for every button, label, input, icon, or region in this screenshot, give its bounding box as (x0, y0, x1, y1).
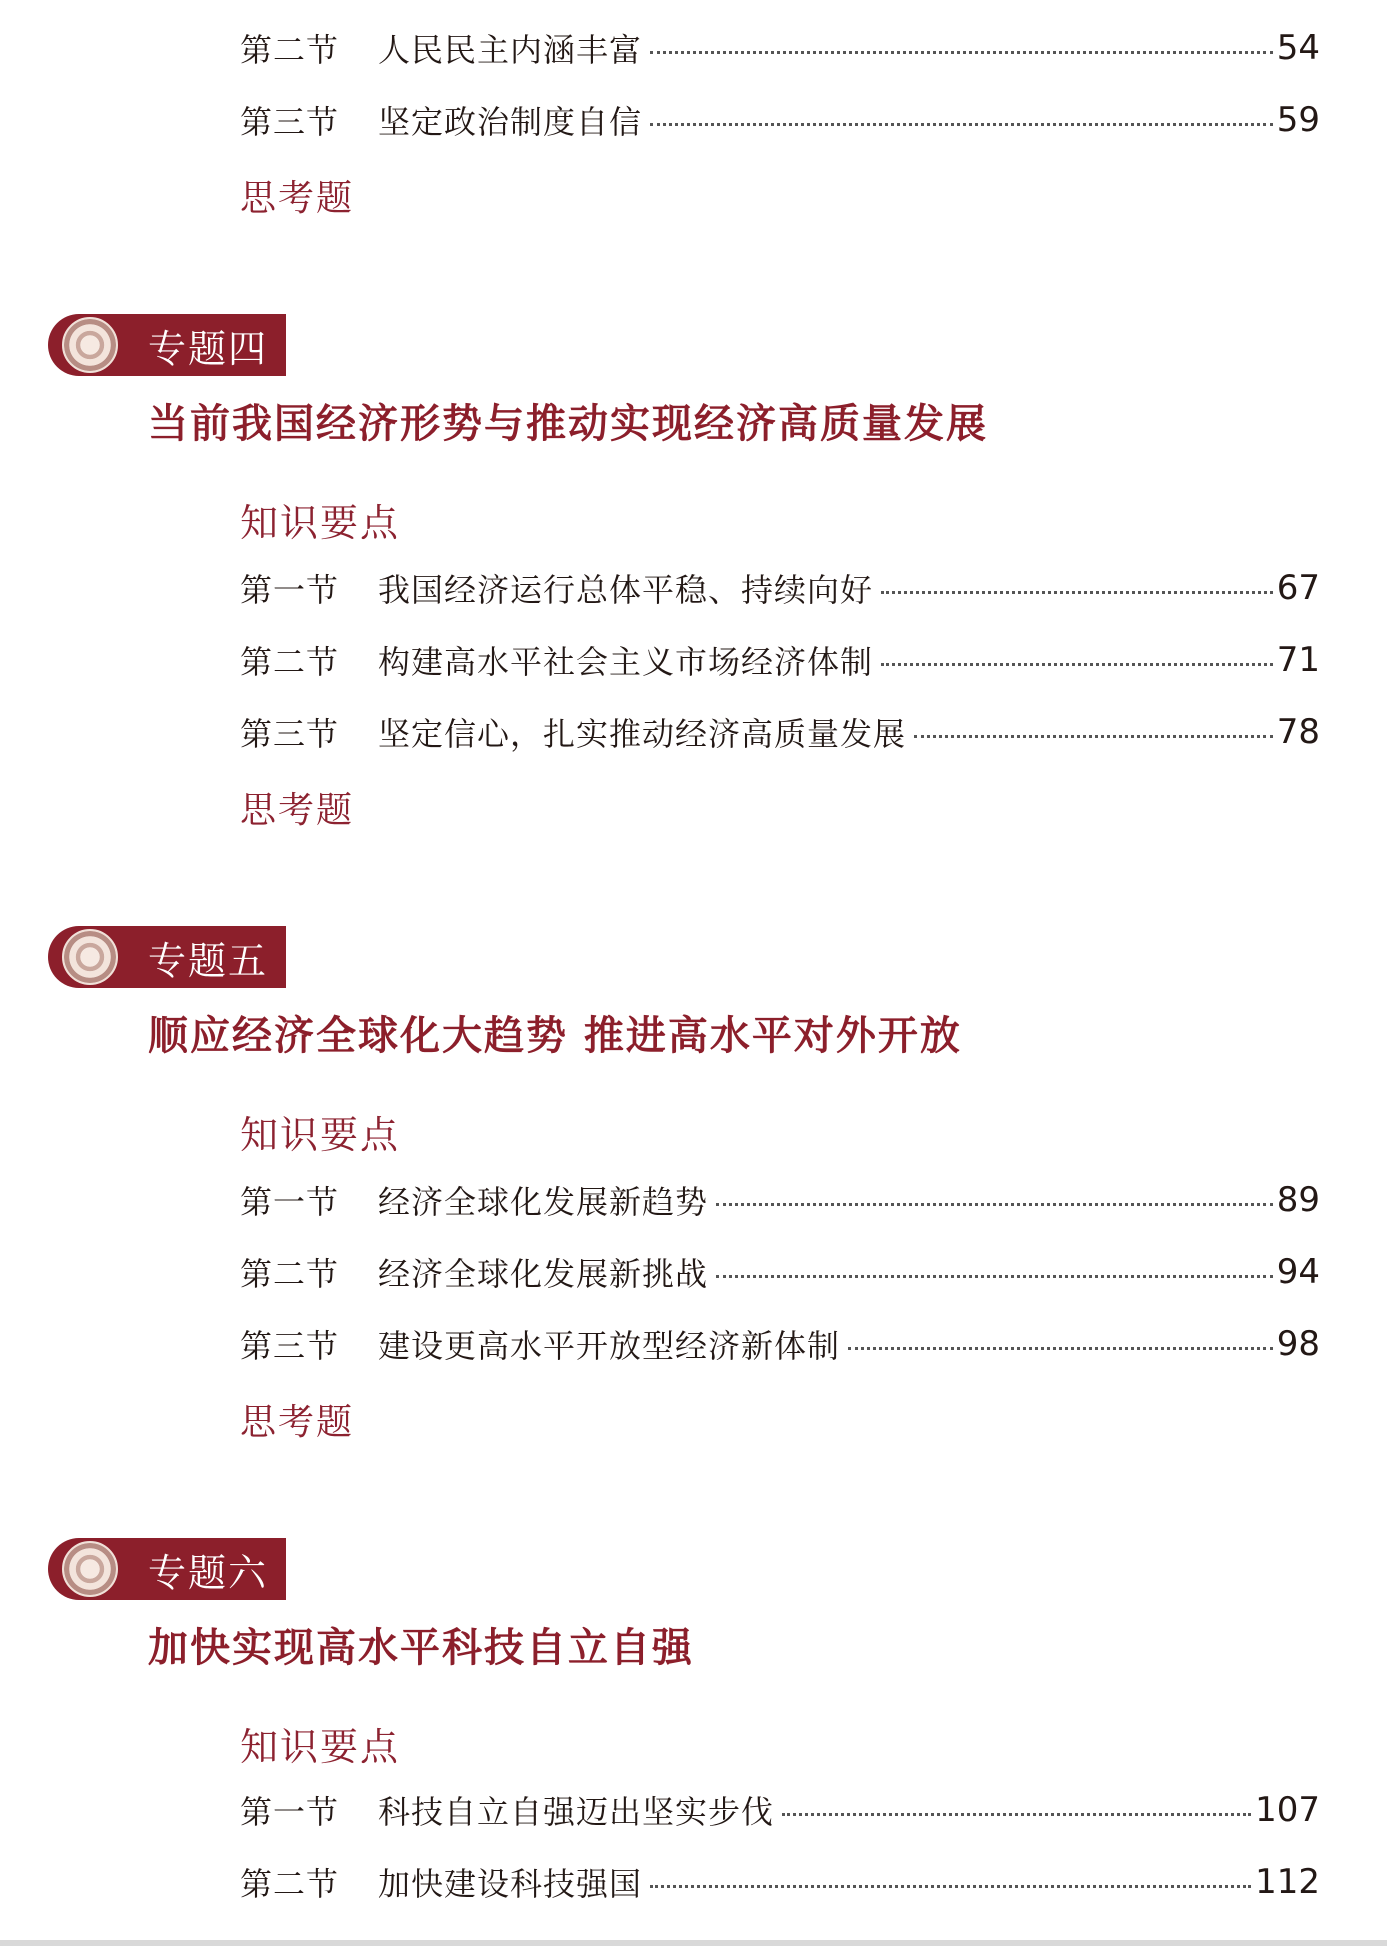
think-questions-link[interactable]: 思考题 (240, 790, 355, 831)
toc-entry[interactable] (240, 1318, 1320, 1370)
section-number: 第二节 (240, 643, 340, 681)
dot-leader (782, 1809, 1251, 1816)
knowledge-points-heading: 知识要点 (240, 1725, 401, 1769)
section-title: 经济全球化发展新趋势 (378, 1183, 709, 1221)
section-number: 第二节 (240, 1255, 340, 1293)
section-title: 科技自立自强迈出坚实步伐 (378, 1793, 775, 1831)
section-number: 第一节 (240, 1183, 340, 1221)
toc-entry[interactable] (240, 562, 1320, 614)
page-number: 78 (1276, 712, 1320, 752)
topic-badge (48, 1538, 286, 1600)
knowledge-points-heading: 知识要点 (240, 1113, 401, 1157)
section-title: 坚定政治制度自信 (378, 103, 643, 141)
toc-entry[interactable] (240, 1856, 1320, 1908)
page-number: 67 (1276, 568, 1320, 608)
dot-leader (716, 1199, 1273, 1206)
think-questions-link[interactable]: 思考题 (240, 1402, 355, 1443)
page-number: 59 (1276, 100, 1320, 140)
section-title: 人民民主内涵丰富 (378, 31, 643, 69)
page-number: 94 (1276, 1252, 1320, 1292)
section-title: 坚定信心，扎实推动经济高质量发展 (378, 715, 907, 753)
dot-leader (881, 587, 1273, 594)
toc-entry[interactable] (240, 94, 1320, 146)
section-number: 第三节 (240, 103, 340, 141)
emblem-icon (62, 1541, 118, 1597)
section-title: 我国经济运行总体平稳、持续向好 (378, 571, 874, 609)
page-number: 112 (1255, 1862, 1320, 1902)
topic-badge (48, 314, 286, 376)
toc-entry[interactable] (240, 1246, 1320, 1298)
section-title: 构建高水平社会主义市场经济体制 (378, 643, 874, 681)
dot-leader (881, 659, 1273, 666)
topic-badge-label: 专题五 (148, 938, 269, 983)
emblem-icon (62, 317, 118, 373)
page-number: 107 (1255, 1790, 1320, 1830)
page-bottom-divider (0, 1940, 1387, 1946)
page-number: 98 (1276, 1324, 1320, 1364)
section-number: 第一节 (240, 571, 340, 609)
dot-leader (650, 1881, 1251, 1888)
toc-entry[interactable] (240, 1174, 1320, 1226)
dot-leader (650, 119, 1273, 126)
topic-badge-label: 专题四 (148, 326, 269, 371)
page-number: 54 (1276, 28, 1320, 68)
section-number: 第三节 (240, 715, 340, 753)
section-title: 建设更高水平开放型经济新体制 (378, 1327, 841, 1365)
section-title: 加快建设科技强国 (378, 1865, 643, 1903)
knowledge-points-heading: 知识要点 (240, 501, 401, 545)
section-title: 经济全球化发展新挑战 (378, 1255, 709, 1293)
topic-badge-label: 专题六 (148, 1550, 269, 1595)
section-number: 第一节 (240, 1793, 340, 1831)
topic-title[interactable]: 顺应经济全球化大趋势 推进高水平对外开放 (148, 1012, 962, 1059)
section-number: 第二节 (240, 31, 340, 69)
emblem-icon (62, 929, 118, 985)
dot-leader (848, 1343, 1273, 1350)
page-number: 89 (1276, 1180, 1320, 1220)
topic-title[interactable]: 当前我国经济形势与推动实现经济高质量发展 (148, 400, 988, 447)
toc-entry[interactable] (240, 1784, 1320, 1836)
toc-entry[interactable] (240, 706, 1320, 758)
section-number: 第二节 (240, 1865, 340, 1903)
dot-leader (716, 1271, 1273, 1278)
toc-entry[interactable] (240, 634, 1320, 686)
page-number: 71 (1276, 640, 1320, 680)
dot-leader (914, 731, 1273, 738)
section-number: 第三节 (240, 1327, 340, 1365)
toc-entry[interactable] (240, 22, 1320, 74)
topic-title[interactable]: 加快实现高水平科技自立自强 (148, 1624, 694, 1671)
think-questions-link[interactable]: 思考题 (240, 178, 355, 219)
dot-leader (650, 47, 1273, 54)
topic-badge (48, 926, 286, 988)
